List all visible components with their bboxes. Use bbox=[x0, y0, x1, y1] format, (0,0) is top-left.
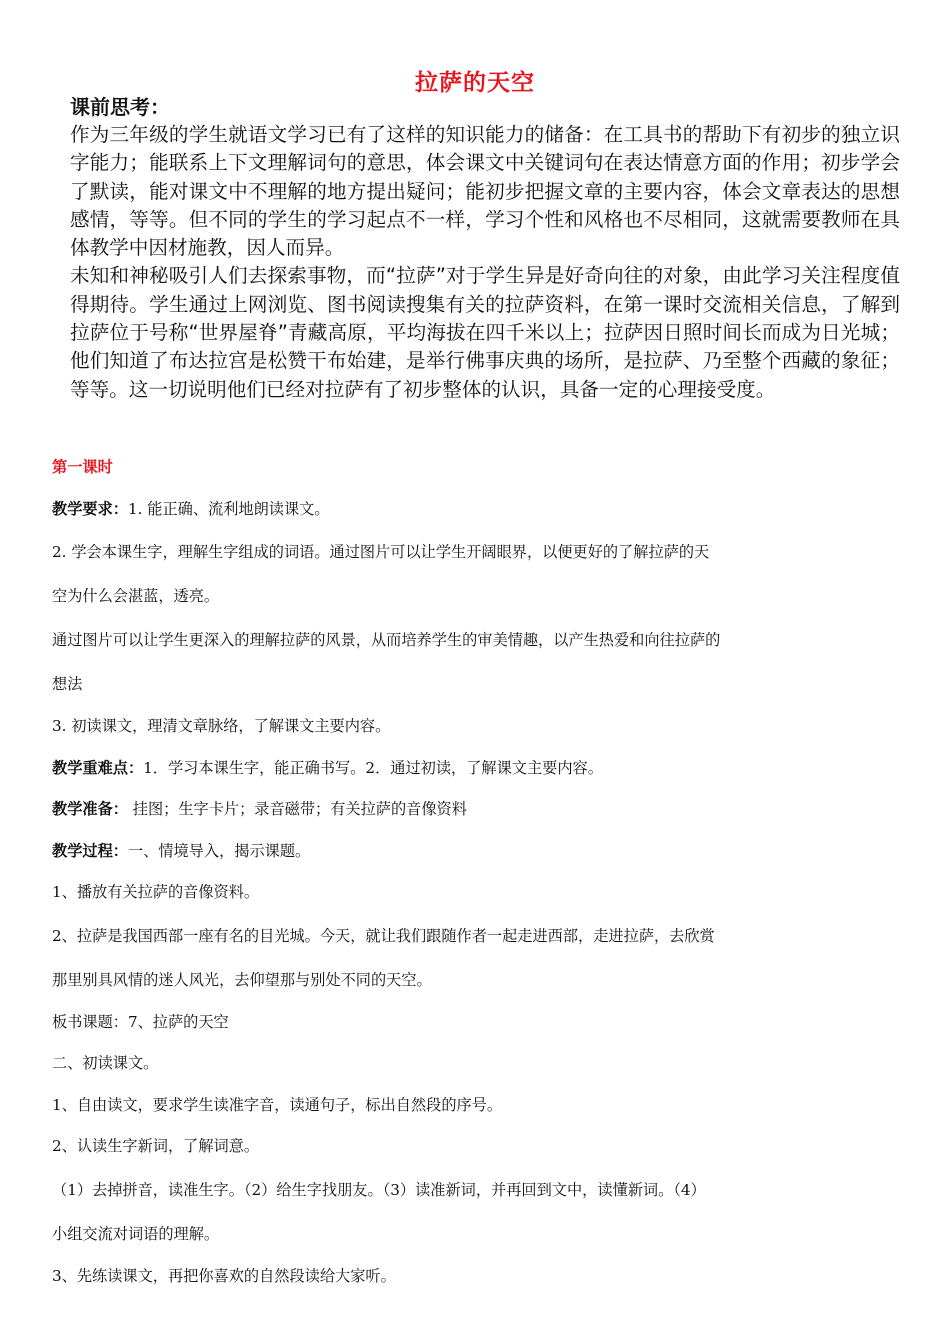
key-difficulties-text: 1．学习本课生字，能正确书写。2．通过初读，了解课文主要内容。 bbox=[143, 758, 603, 777]
teaching-preparation bbox=[52, 789, 900, 831]
intro-heading: 课前思考： bbox=[70, 95, 170, 119]
requirement-2-line-1: 2. 学会本课生字，理解生字组成的词语。通过图片可以让学生开阔眼界，以便更好的了解拉萨的天 bbox=[52, 543, 710, 561]
process-label: 教学过程： bbox=[52, 841, 128, 860]
requirement-2-line-4: 想法 bbox=[52, 675, 83, 693]
pre-class-thinking-section bbox=[70, 93, 900, 404]
requirement-2-line-3: 通过图片可以让学生更深入的理解拉萨的风景，从而培养学生的审美情趣，以产生热爱和向往拉萨的 bbox=[52, 631, 721, 649]
reading-step-2-detail-line-2: 小组交流对词语的理解。 bbox=[52, 1224, 220, 1243]
lesson-body bbox=[52, 447, 900, 1297]
teaching-process bbox=[52, 831, 900, 873]
key-difficulties bbox=[52, 748, 900, 790]
preparation-label: 教学准备： bbox=[52, 800, 128, 818]
reading-step-2-detail-line-1: （1）去掉拼音，读准生字。（2）给生字找朋友。（3）读准新词，并再回到文中，读懂新词。（4） bbox=[52, 1180, 706, 1199]
board-title: 板书课题：7、拉萨的天空 bbox=[52, 1012, 229, 1031]
requirement-1: 1. 能正确、流利地朗读课文。 bbox=[127, 499, 330, 518]
part-2-heading: 二、初读课文。 bbox=[52, 1054, 159, 1072]
step-2-line-2: 那里别具风情的迷人风光，去仰望那与别处不同的天空。 bbox=[52, 970, 432, 989]
intro-paragraph-1: 作为三年级的学生就语文学习已有了这样的知识能力的储备：在工具书的帮助下有初步的独立识字能力；能联系上下文理解词句的意思，体会课文中关键词句在表达情意方面的作用；初步学会了默读，能对课文中不理解的地方提出疑问；能初步把握文章的主要内容，体会文章表达的思想感情，等等。但不同的学生的学习起点不一样，学习个性和风格也不尽相同，这就需要教师在具体教学中因材施教，因人而异。 bbox=[70, 123, 900, 260]
reading-step-1: 1、自由读文，要求学生读准字音，读通句子，标出自然段的序号。 bbox=[52, 1095, 503, 1114]
reading-step-2: 2、认读生字新词，了解词意。 bbox=[52, 1137, 260, 1155]
requirement-2-line-2: 空为什么会湛蓝，透亮。 bbox=[52, 587, 220, 605]
key-difficulties-label: 教学重难点： bbox=[52, 758, 144, 777]
lesson-heading: 第一课时 bbox=[52, 458, 113, 476]
reading-step-3: 3、先练读课文，再把你喜欢的自然段读给大家听。 bbox=[52, 1266, 396, 1285]
teaching-requirements bbox=[52, 489, 900, 531]
requirement-3: 3. 初读课文，理清文章脉络，了解课文主要内容。 bbox=[52, 717, 391, 735]
intro-paragraph-2: 未知和神秘吸引人们去探索事物，而“拉萨”对于学生异是好奇向往的对象，由此学习关注程度值得期待。学生通过上网浏览、图书阅读搜集有关的拉萨资料，在第一课时交流相关信息，了解到拉萨位于号称“世界屋脊”青藏高原，平均海拔在四千米以上；拉萨因日照时间长而成为日光城；他们知道了布达拉宫是松赞干布始建，是举行佛事庆典的场所，是拉萨、乃至整个西藏的象征；等等。这一切说明他们已经对拉萨有了初步整体的认识，具备一定的心理接受度。 bbox=[70, 264, 900, 401]
step-1: 1、播放有关拉萨的音像资料。 bbox=[52, 883, 260, 901]
document-title: 拉萨的天空 bbox=[415, 70, 535, 96]
step-2-line-1: 2、拉萨是我国西部一座有名的目光城。今天，就让我们跟随作者一起走进西部，走进拉萨，去欣赏 bbox=[52, 926, 715, 945]
preparation-text: 挂图；生字卡片；录音磁带；有关拉萨的音像资料 bbox=[127, 800, 467, 818]
process-text: 一、情境导入，揭示课题。 bbox=[127, 841, 311, 860]
requirements-label: 教学要求： bbox=[52, 499, 128, 518]
